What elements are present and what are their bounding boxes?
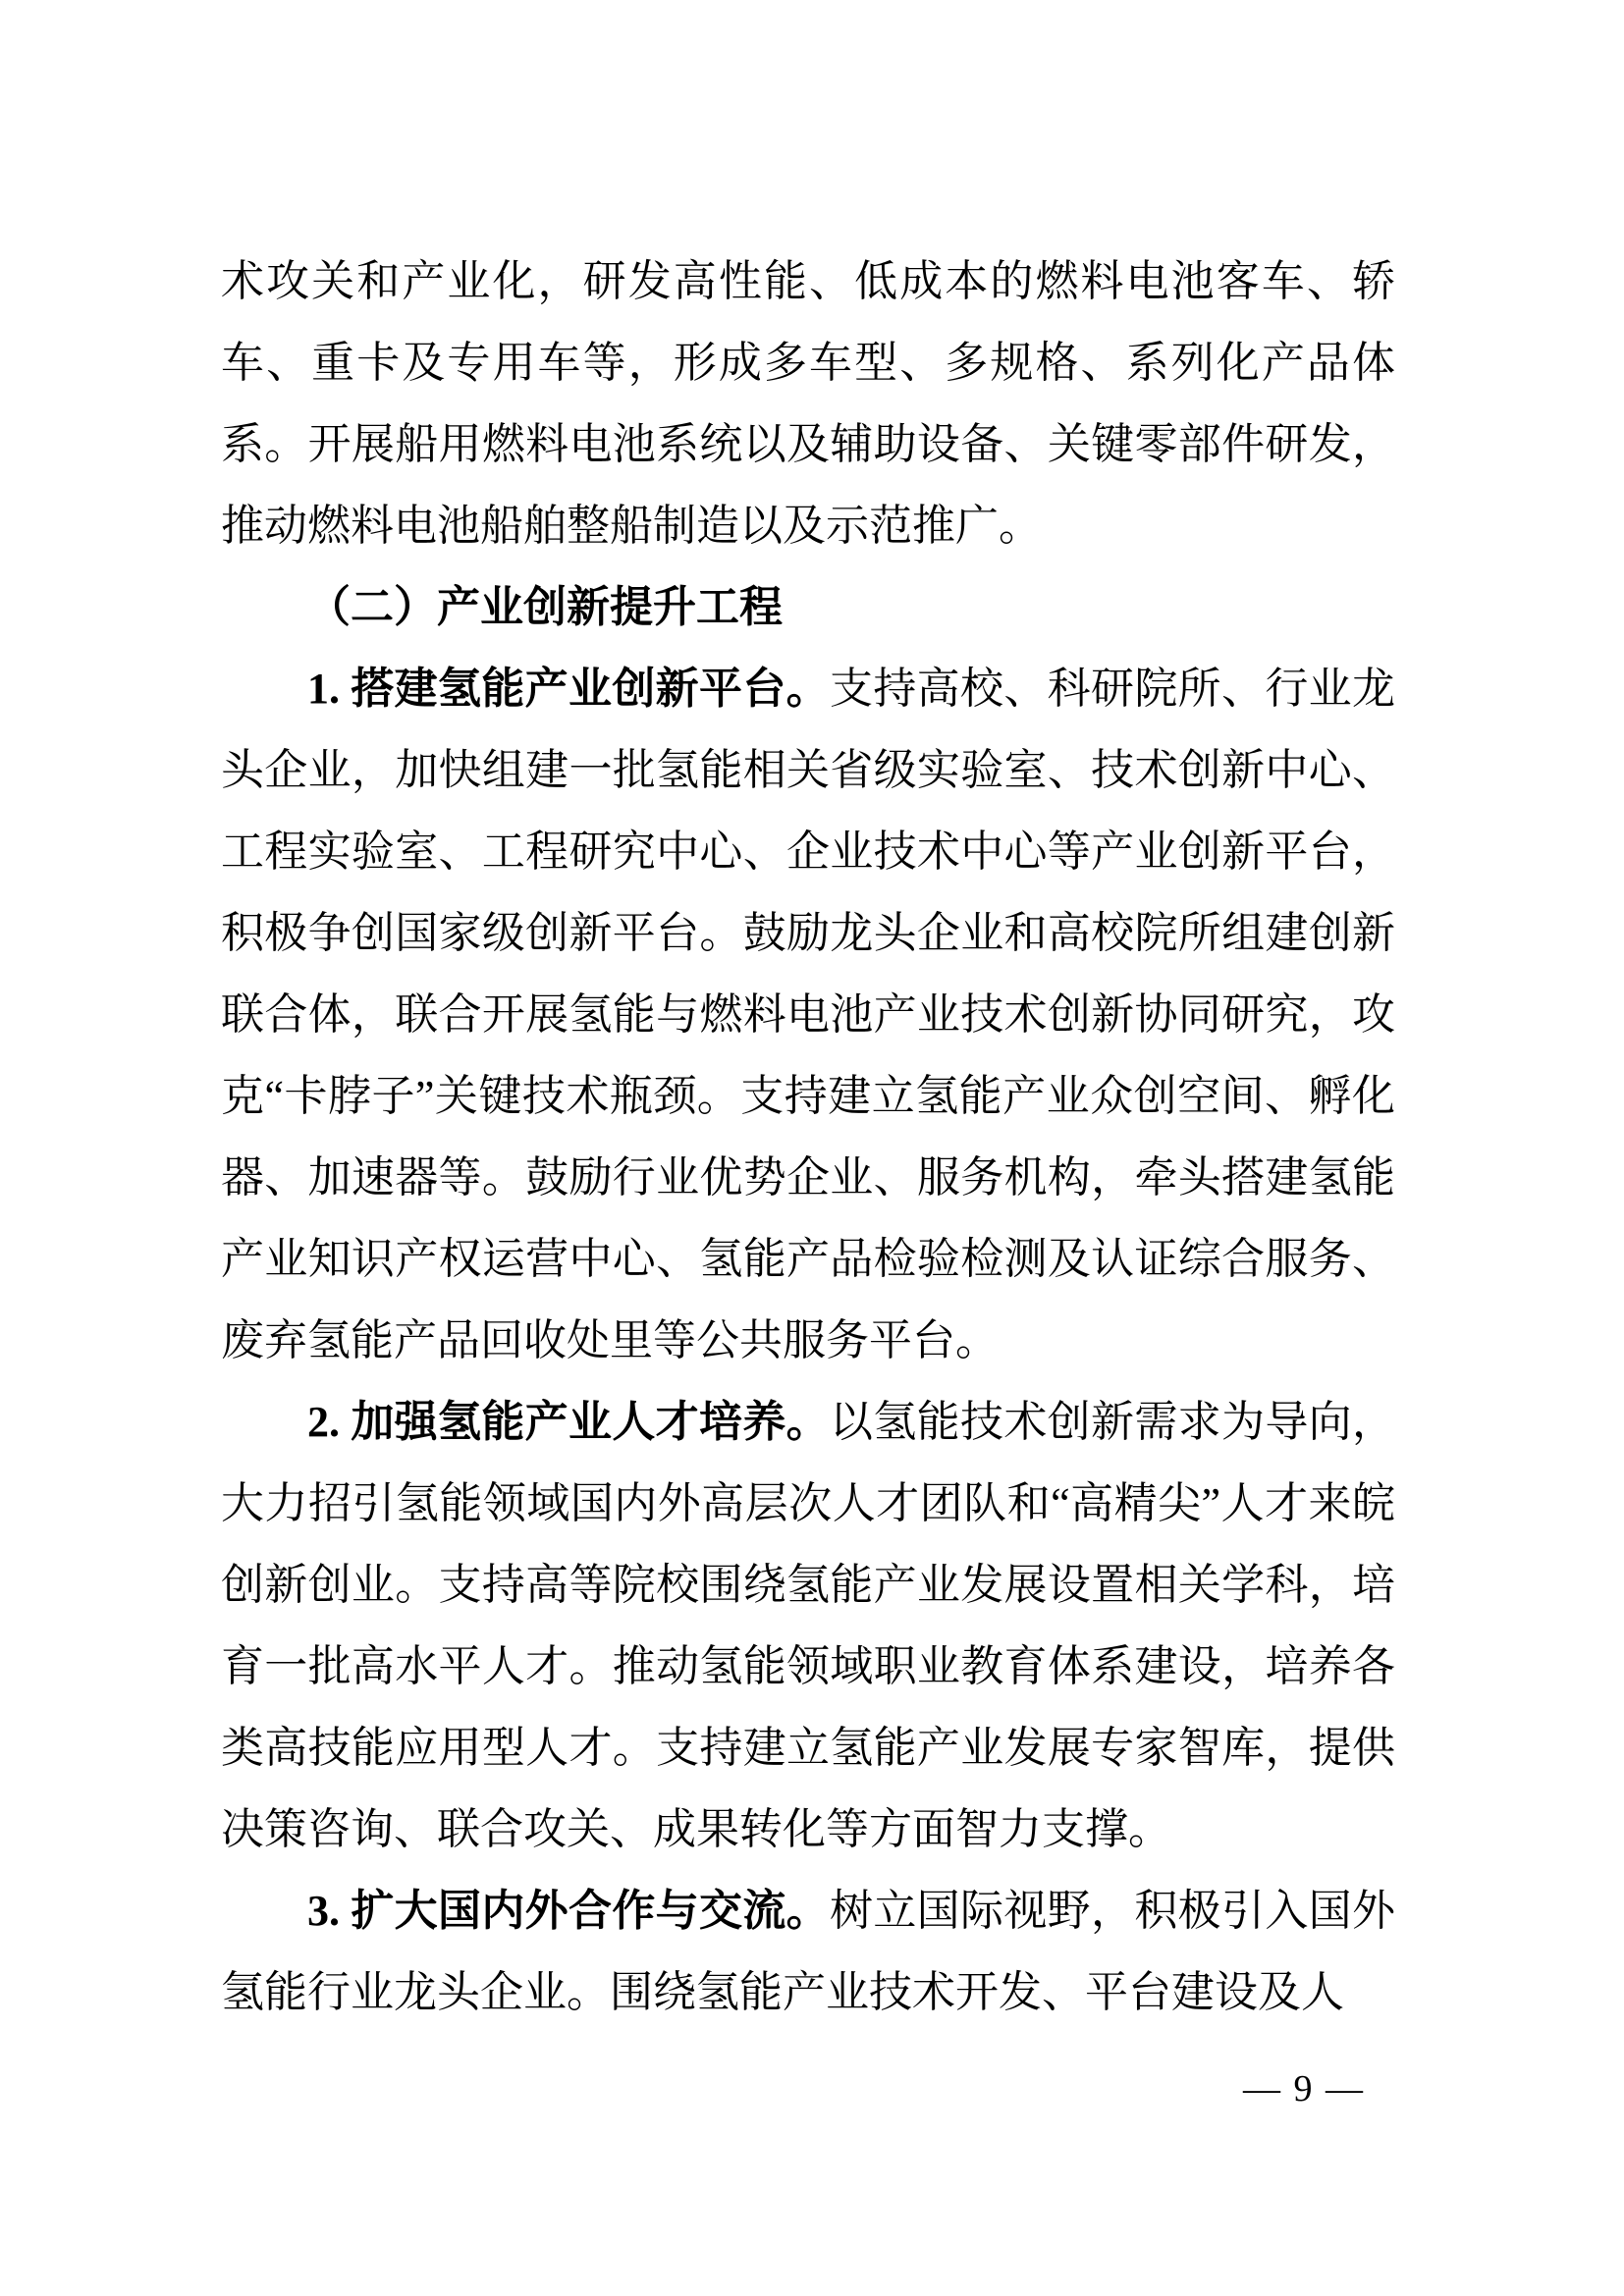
paragraph-text: 术攻关和产业化，研发高性能、低成本的燃料电池客车、轿车、重卡及专用车等，形成多车型、多规格、系列化产品体系。开展船用燃料电池系统以及辅助设备、关键零部件研发，推动燃料电池船舶整船制造以及示范推广。 <box>221 257 1395 550</box>
paragraph-2-lead: 2. 加强氢能产业人才培养。 <box>307 1398 830 1446</box>
section-heading <box>221 566 1395 648</box>
paragraph-2-text: 以氢能技术创新需求为导向，大力招引氢能领域国内外高层次人才团队和“高精尖”人才来皖创新创业。支持高等院校围绕氢能产业发展设置相关学科，培育一批高水平人才。推动氢能领域职业教育体系建设，培养各类高技能应用型人才。支持建立氢能产业发展专家智库，提供决策咨询、联合攻关、成果转化等方面智力支撑。 <box>221 1398 1395 1853</box>
paragraph-item-3 <box>221 1870 1395 2033</box>
paragraph-item-2 <box>221 1381 1395 1870</box>
section-heading-text: （二）产业创新提升工程 <box>307 583 783 631</box>
paragraph-item-1 <box>221 648 1395 1381</box>
paragraph-1-lead: 1. 搭建氢能产业创新平台。 <box>307 665 830 713</box>
paragraph-1-text: 支持高校、科研院所、行业龙头企业，加快组建一批氢能相关省级实验室、技术创新中心、工程实验室、工程研究中心、企业技术中心等产业创新平台，积极争创国家级创新平台。鼓励龙头企业和高校院所组建创新联合体，联合开展氢能与燃料电池产业技术创新协同研究，攻克“卡脖子”关键技术瓶颈。支持建立氢能产业众创空间、孵化器、加速器等。鼓励行业优势企业、服务机构，牵头搭建氢能产业知识产权运营中心、氢能产品检验检测及认证综合服务、废弃氢能产品回收处里等公共服务平台。 <box>221 665 1395 1364</box>
paragraph-continuation <box>221 240 1395 566</box>
paragraph-3-text: 树立国际视野，积极引入国外氢能行业龙头企业。围绕氢能产业技术开发、平台建设及人 <box>221 1887 1395 2016</box>
page-number: — 9 — <box>1243 2068 1365 2109</box>
document-body <box>221 240 1395 2033</box>
paragraph-3-lead: 3. 扩大国内外合作与交流。 <box>307 1887 830 1935</box>
